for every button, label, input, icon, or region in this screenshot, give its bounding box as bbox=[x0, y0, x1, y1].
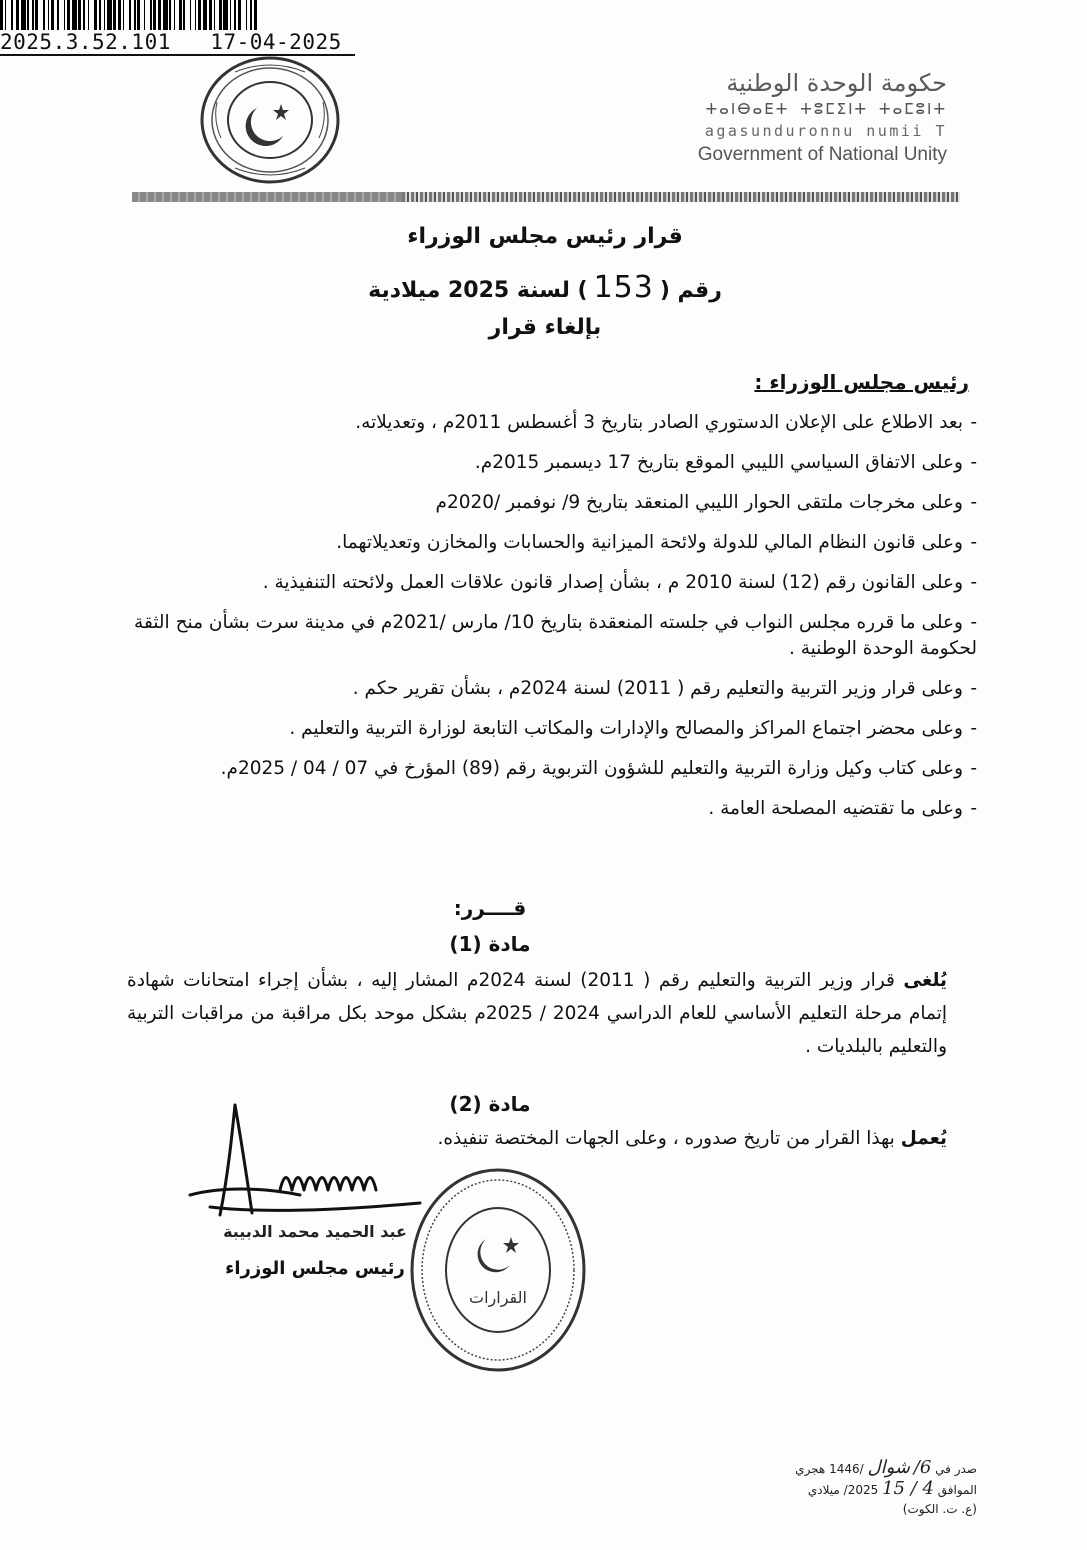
preamble-clause: -بعد الاطلاع على الإعلان الدستوري الصادر بتاريخ 3 أغسطس 2011م ، وتعديلاته. bbox=[355, 412, 977, 433]
seal-label: القرارات bbox=[469, 1288, 527, 1307]
header-divider bbox=[132, 192, 960, 202]
article-2-heading: مادة (2) bbox=[449, 1092, 531, 1116]
issuance-block bbox=[717, 1458, 977, 1519]
decision-number-prefix: رقم ( bbox=[659, 278, 722, 303]
signatory-title: رئيس مجلس الوزراء bbox=[225, 1258, 405, 1279]
signatory-name: عبد الحميد محمد الدبيبة bbox=[223, 1222, 407, 1241]
decision-year: ) لسنة 2025 ميلادية bbox=[368, 278, 588, 303]
decision-title: قرار رئيس مجلس الوزراء bbox=[407, 224, 683, 249]
preamble-clause: -وعلى ما قرره مجلس النواب في جلسته المنعقدة بتاريخ 10/ مارس /2021م في مدينة سرت بشأن منح الثقة لحكومة الوحدة الوطنية . bbox=[134, 612, 977, 659]
barcode-bar bbox=[254, 0, 257, 30]
preamble-clause: -وعلى ما تقتضيه المصلحة العامة . bbox=[708, 798, 977, 819]
decision-subject: بإلغاء قرار bbox=[488, 315, 602, 340]
preamble-clause: -وعلى محضر اجتماع المراكز والمصالح والإدارات والمكاتب التابعة لوزارة التربية والتعليم . bbox=[289, 718, 977, 739]
issued-gregorian: الموافق 4 / 15 2025/ ميلادي bbox=[807, 1478, 977, 1499]
government-name-berber-latin: agasunduronnu numii T bbox=[704, 122, 947, 140]
issued-hijri: صدر في 6/ شوال /1446 هجري bbox=[795, 1457, 977, 1478]
government-name-tifinagh: ⵜⴰⵏⴱⴰⴹⵜ ⵜⵓⵎⵉⵏⵜ ⵜⴰⵎⵓⵏⵜ bbox=[705, 100, 947, 118]
preamble-clause: -وعلى قرار وزير التربية والتعليم رقم ( 2011) لسنة 2024م ، بشأن تقرير حكم . bbox=[352, 678, 977, 699]
government-emblem-seal bbox=[195, 52, 345, 188]
preamble-heading: رئيس مجلس الوزراء : bbox=[754, 370, 969, 394]
preamble-clause: -وعلى القانون رقم (12) لسنة 2010 م ، بشأن إصدار قانون علاقات العمل ولائحته التنفيذية . bbox=[262, 572, 977, 593]
decides-heading: قــــرر: bbox=[453, 896, 527, 920]
barcode bbox=[0, 0, 345, 30]
government-name-arabic: حكومة الوحدة الوطنية bbox=[726, 69, 947, 97]
preamble-clause: -وعلى مخرجات ملتقى الحوار الليبي المنعقد بتاريخ 9/ نوفمبر /2020م bbox=[435, 492, 977, 513]
preamble-clause: -وعلى كتاب وكيل وزارة التربية والتعليم للشؤون التربوية رقم (89) المؤرخ في 07 / 04 / 2025م. bbox=[220, 758, 977, 779]
article-2-text: يُعمل بهذا القرار من تاريخ صدوره ، وعلى الجهات المختصة تنفيذه. bbox=[437, 1128, 947, 1149]
article-1-heading: مادة (1) bbox=[449, 932, 531, 956]
reference-number: 2025.3.52.101 bbox=[0, 30, 171, 54]
issued-note: (ع. ت. الكوت) bbox=[902, 1502, 977, 1516]
decision-number: 153 bbox=[593, 270, 654, 305]
preamble-clauses bbox=[117, 410, 977, 836]
decisions-office-seal bbox=[408, 1165, 588, 1375]
government-name-english: Government of National Unity bbox=[697, 144, 947, 165]
article-1-text: يُلغى قرار وزير التربية والتعليم رقم ( 2011) لسنة 2024م المشار إليه ، بشأن إجراء امتحانات شهادة إتمام مرحلة التعليم الأساسي للعام الدراسي 2024 / 2025م بشكل موحد بكل مراقبة من مراقبات التربية والتعليم بالبلديات . bbox=[127, 970, 948, 1057]
government-header bbox=[617, 68, 947, 168]
preamble-clause: -وعلى قانون النظام المالي للدولة ولائحة الميزانية والحسابات والمخازن وتعديلاتهما. bbox=[336, 532, 977, 553]
decision-number-line bbox=[200, 270, 890, 305]
preamble-clause: -وعلى الاتفاق السياسي الليبي الموقع بتاريخ 17 ديسمبر 2015م. bbox=[474, 452, 977, 473]
reference-date: 17-04-2025 bbox=[210, 30, 342, 54]
